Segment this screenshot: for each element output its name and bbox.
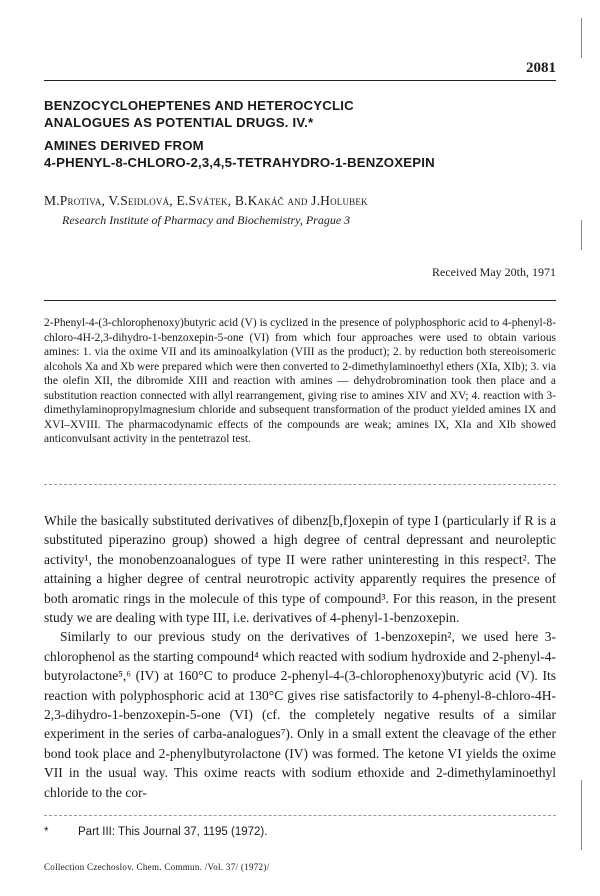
scan-edge-mark <box>581 780 582 850</box>
footnote <box>44 826 267 838</box>
footnote-mark: * <box>44 826 49 838</box>
paragraph: Similarly to our previous study on the derivatives of 1-benzoxepin², we used here 3-chlorophenol as the starting compound⁴ which reacted with sodium hydroxide and 2-phenyl-4-butyrolactone⁵,⁶ (IV) at 160°C to produce 2-phenyl-4-(3-chlorophenoxy)butyric acid (V). Its reaction with polyphosphoric acid at 130°C gives rise satisfactorily to 4-phenyl-8-chloro-4H-2,3-dihydro-1-benzoxepin-5-one (VI) (cf. the completely negative results of a similar experiment in the series of carba-analogues⁷). Only in a small extent the cleavage of the ether bond took place and 2-phenylbutyrolactone (IV) was formed. The ketone VI yields the oxime VII in the usual way. This oxime reacts with sodium ethoxide and 2-dimethylaminoethyl chloride to the cor- <box>44 629 556 800</box>
footnote-rule <box>44 815 556 816</box>
scan-edge-mark <box>581 18 582 58</box>
received-date: Received May 20th, 1971 <box>432 265 556 279</box>
paragraph: While the basically substituted derivatives of dibenz[b,f]oxepin of type I (particularly if R is a substituted piperazino group) showed a high degree of central depressant and neuroleptic activity¹, the monobenzoanalogues of type II were rather uninteresting in this respect². The attaining a higher degree of central neurotropic activity apparently requires the presence of both aromatic rings in the molecule of this type of compound³. For this reason, in the present study we are dealing with type III, i.e. derivatives of 4-phenyl-1-benzoxepin. <box>44 513 556 626</box>
scan-edge-mark <box>581 220 582 250</box>
abstract-top-rule <box>44 300 556 301</box>
subtitle-line: AMINES DERIVED FROM <box>44 138 204 153</box>
affiliation: Research Institute of Pharmacy and Biochemistry, Prague 3 <box>62 213 351 227</box>
journal-footer: Collection Czechoslov. Chem. Commun. /Vol. 37/ (1972)/ <box>44 862 270 872</box>
abstract: 2-Phenyl-4-(3-chlorophenoxy)butyric acid (V) is cyclized in the presence of polyphosphoric acid to 4-phenyl-8-chloro-4H-2,3-dihydro-1-benzoxepin-5-one (VI) from which four approaches were used to obtain various amines: 1. via the oxime VII and its aminoalkylation (VIII as the product); 2. by reduction both stereoisomeric alcohols Xa and Xb were prepared which were then converted to 2-dimethylaminoethyl ethers (XIa, XIb); 3. via the olefin XII, the dibromide XIII and reaction with amines — dehydrobromination took then place and a substitution reaction connected with allyl rearrangement, giving rise to amines XIV and XV; 4. reaction with 3-dimethylaminopropylmagnesium chloride and subsequent transformation of the product yielded amines IX and XVI–XVIII. The pharmacodynamic effects of the compounds are weak; amines IX, XIa and XIb showed anticonvulsant activity in the pentetrazol test. <box>44 317 556 445</box>
title-line: ANALOGUES AS POTENTIAL DRUGS. IV.* <box>44 115 314 130</box>
authors: M.Protiva, V.Seidlová, E.Svátek, B.Kakáč and J.Holubek <box>44 193 368 208</box>
title-line: BENZOCYCLOHEPTENES AND HETEROCYCLIC <box>44 98 354 113</box>
page-number: 2081 <box>526 60 556 76</box>
subtitle-line: 4-PHENYL-8-CHLORO-2,3,4,5-TETRAHYDRO-1-BENZOXEPIN <box>44 155 435 170</box>
footnote-text: Part III: This Journal 37, 1195 (1972). <box>78 826 268 838</box>
header-rule <box>44 80 556 81</box>
abstract-bottom-rule <box>44 484 556 485</box>
article-subtitle <box>44 137 556 171</box>
main-text <box>44 511 556 802</box>
article-title <box>44 97 556 131</box>
